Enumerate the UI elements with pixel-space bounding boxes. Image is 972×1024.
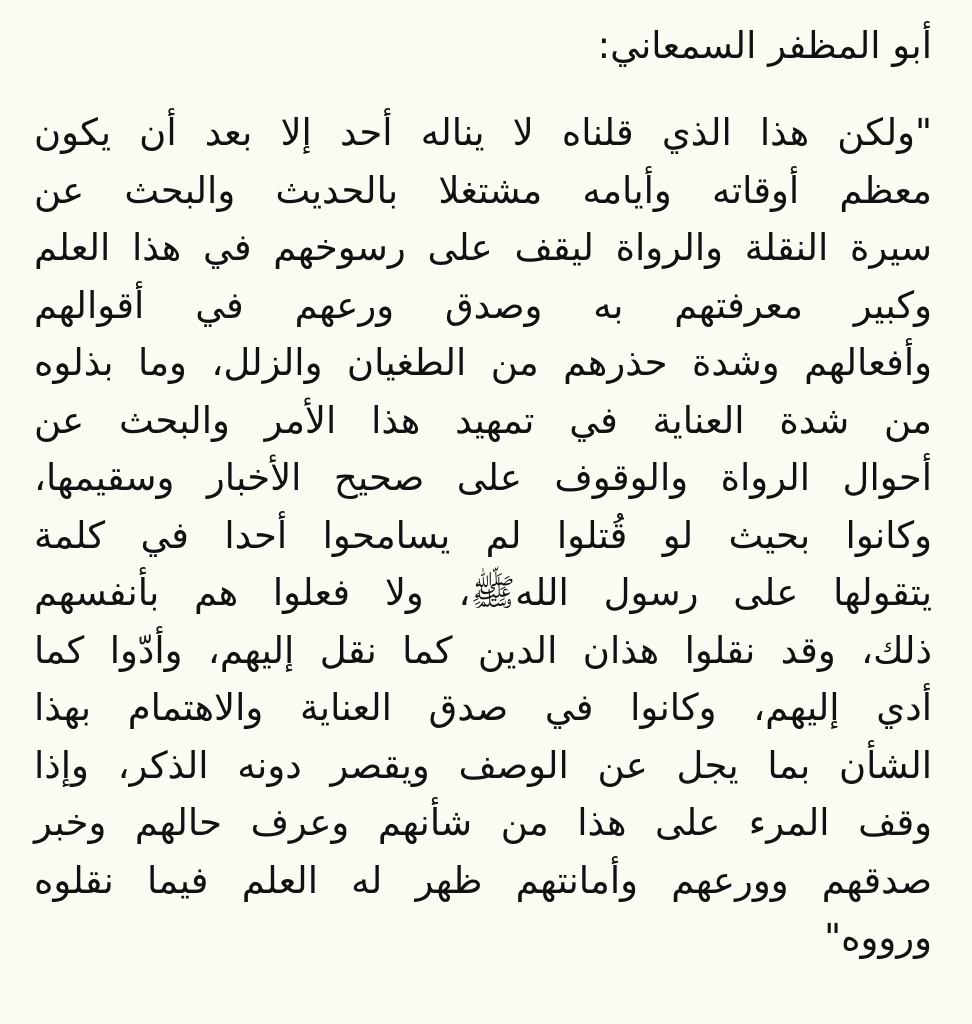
quote-line: ذلك، وقد نقلوا هذان الدين كما نقل إليهم، وأدّوا كما	[34, 628, 932, 672]
quote-line-last: ورووه"	[824, 916, 932, 959]
quote-line: سيرة النقلة والرواة ليقف على رسوخهم في هذا العلم	[34, 226, 932, 269]
quote-line: يتقولها على رسول اللهﷺ، ولا فعلوا هم بأنفسهم	[34, 571, 932, 614]
quote-line: أدي إليهم، وكانوا في صدق العناية والاهتمام بهذا	[34, 686, 932, 729]
quote-line: وكانوا بحيث لو قُتلوا لم يسامحوا أحدا في كلمة	[34, 513, 932, 557]
quote-line: "ولكن هذا الذي قلناه لا يناله أحد إلا بعد أن يكون	[34, 111, 932, 154]
document-title: أبو المظفر السمعاني:	[597, 24, 932, 67]
quote-line: صدقهم وورعهم وأمانتهم ظهر له العلم فيما نقلوه	[34, 858, 932, 902]
quote-line: أحوال الرواة والوقوف على صحيح الأخبار وسقيمها،	[34, 456, 932, 499]
quote-body	[34, 104, 932, 967]
quote-line: وأفعالهم وشدة حذرهم من الطغيان والزلل، وما بذلوه	[34, 341, 932, 384]
quote-line: وكبير معرفتهم به وصدق ورعهم في أقوالهم	[34, 283, 932, 327]
quote-line: من شدة العناية في تمهيد هذا الأمر والبحث عن	[34, 398, 932, 442]
quote-line: وقف المرء على هذا من شأنهم وعرف حالهم وخبر	[34, 801, 932, 844]
quote-line: الشأن بما يجل عن الوصف ويقصر دونه الذكر، وإذا	[34, 743, 932, 787]
quote-line: معظم أوقاته وأيامه مشتغلا بالحديث والبحث عن	[34, 168, 932, 212]
